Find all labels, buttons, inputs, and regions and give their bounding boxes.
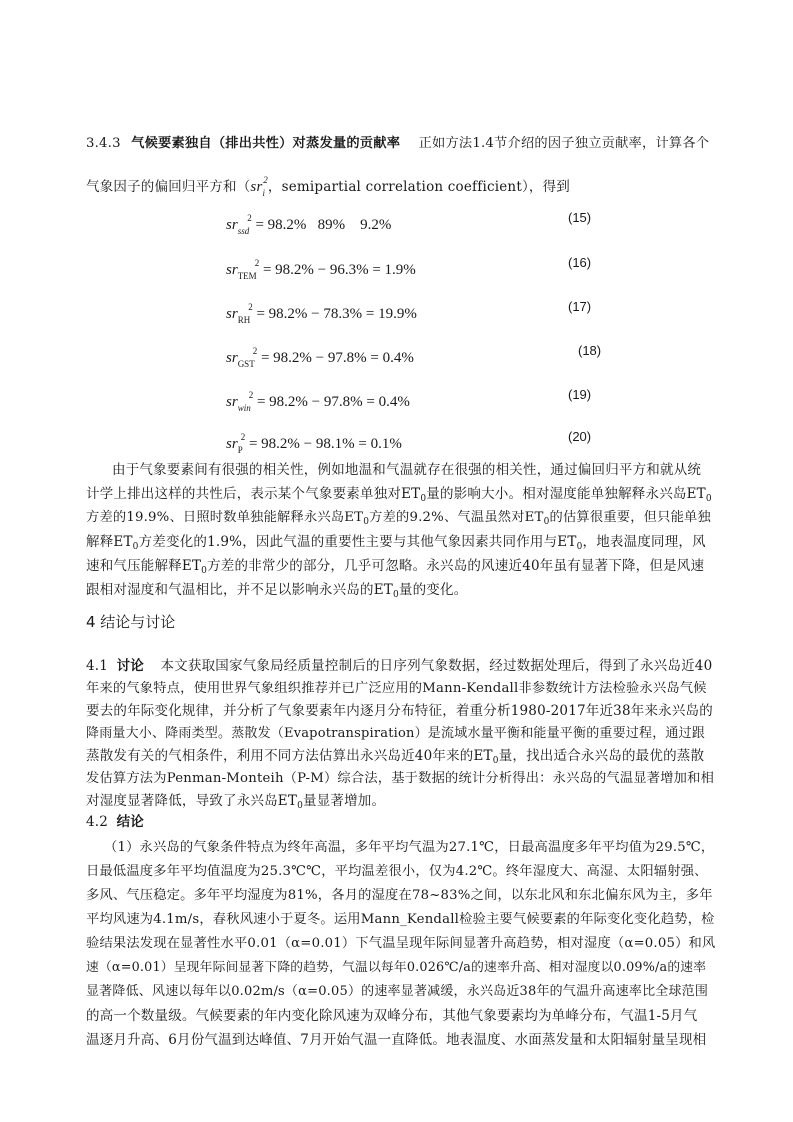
paragraph-line [86, 532, 714, 557]
subscript: 0 [392, 590, 399, 600]
eq-subscript: ssd [237, 226, 250, 236]
symbol-superscript: 2 [263, 175, 268, 185]
paragraph-line: 速（α=0.01）呈现年际间显著下降的趋势，气温以每年0.026℃/a的速率升高、相对湿度以0.09%/a的速率 [86, 960, 707, 975]
eq-rhs: = 98.2% − 97.8% = 0.4% [260, 350, 414, 366]
paragraph-line: 降雨量大小、降雨类型。蒸散发（Evapotranspiration）是流域水量平衡和能量平衡的重要过程，通过跟 [86, 726, 705, 741]
equation-number: (18) [578, 343, 602, 358]
text-fragment: 蒸散发有关的气相条件，利用不同方法估算出永兴岛近40年来的ET [86, 748, 493, 764]
eq-rhs: = 98.2% − 96.3% = 1.9% [262, 262, 416, 278]
equation-number: (16) [568, 255, 592, 270]
section-text: 正如方法1.4节介绍的因子独立贡献率，计算各个 [418, 136, 710, 151]
text-fragment: 本文获取国家气象局经质量控制后的日序列气象数据，经过数据处理后，得到了永兴岛近40 [160, 658, 713, 674]
equation-17: $sr_{RH}^2 = 98.2\% - 78.3\% = 19.9\%$ [226, 302, 417, 325]
text-fragment: 解释ET [86, 534, 133, 550]
section-4-2-line [86, 812, 714, 832]
text-fragment: 跟相对湿度和气温相比，并不足以影响永兴岛的ET [86, 582, 393, 598]
section-4-heading: 4 结论与讨论 [86, 613, 176, 631]
paragraph-line: 显著降低、风速以每年以0.02m/s（α=0.05）的速率显著减缓，永兴岛近38年的气温升高速率比全球范围 [86, 984, 709, 999]
text-fragment: 方差变化的1.9%，因此气温的重要性主要与其他气象因素共同作用与ET [138, 534, 577, 550]
subscript: 0 [576, 542, 583, 552]
eq-subscript: TEM [237, 271, 257, 281]
section-label: 讨论 [116, 658, 144, 674]
eq-rhs: = 98.2% 89% 9.2% [255, 217, 392, 233]
equation-number: (19) [568, 387, 592, 402]
section-number: 4.2 [86, 814, 109, 830]
subscript: 0 [297, 801, 303, 811]
subscript: 0 [201, 566, 208, 576]
equation-18: $sr_{GST}^2 = 98.2\% - 97.8\% = 0.4\%$ [226, 346, 414, 369]
text-fragment: 方差的19.9%、日照时数单独能解释永兴岛ET [86, 510, 364, 525]
subscript: 0 [705, 494, 712, 504]
paragraph-line: 多风、气压稳定。多年平均湿度为81%，各月的湿度在78~83%之间，以东北风和东北偏东风为主，多年 [86, 888, 713, 903]
section-title: 气候要素独自（排出共性）对蒸发量的贡献率 [131, 136, 401, 151]
text-fragment: ，semipartial correlation coefficient），得到 [267, 179, 571, 195]
text-fragment: 速和气压能解释ET [86, 558, 202, 574]
paragraph-line: 验结果法发现在显著性水平0.01（α=0.01）下气温呈现年际间显著升高趋势，相对湿度（α=0.05）和风 [86, 936, 716, 951]
equation-number: (17) [568, 299, 592, 314]
text-fragment: 量，找出适合永兴岛的最优的蒸散 [498, 748, 705, 764]
equation-19: $sr_{win}^2 = 98.2\% - 97.8\% = 0.4\%$ [226, 390, 410, 413]
symbol-sr [250, 175, 268, 198]
paragraph-line [86, 746, 714, 771]
paragraph-line [86, 580, 714, 605]
section-number: 4.1 [86, 658, 109, 674]
text-fragment: 方差的非常少的部分，几乎可忽略。永兴岛的风速近40年虽有显著下降，但是风速 [207, 558, 705, 574]
text-fragment: 量的影响大小。相对湿度能单独解释永兴岛ET [426, 486, 706, 502]
subscript: 0 [420, 494, 427, 504]
text-fragment: 方差的9.2%、气温虽然对ET [369, 510, 544, 525]
equation-20: $sr_P^2 = 98.2\% - 98.1\% = 0.1\%$ [226, 432, 402, 455]
eq-subscript: win [237, 403, 251, 413]
eq-rhs: = 98.2% − 98.1% = 0.1% [248, 436, 402, 452]
text-fragment: 气象因子的偏回归平方和（ [86, 179, 251, 195]
text-fragment: 量的变化。 [398, 582, 468, 598]
text-fragment: 计学上排出这样的共性后，表示某个气象要素单独对ET [86, 486, 421, 502]
symbol-subscript: i [262, 188, 266, 198]
text-fragment: ，地表温度同理，风 [582, 534, 706, 550]
text-fragment: 的估算很重要，但只能单独 [549, 510, 711, 525]
paragraph-line: 由于气象要素间有很强的相关性，例如地温和气温就存在很强的相关性，通过偏回归平方和就从统 [112, 462, 702, 478]
equation-number: (15) [568, 210, 592, 225]
eq-subscript: RH [237, 315, 251, 325]
eq-rhs: = 98.2% − 97.8% = 0.4% [256, 394, 410, 410]
paragraph-line: 年来的气象特点，使用世界气象组织推荐并已广泛应用的Mann-Kendall非参数统计方法检验永兴岛气候 [86, 681, 707, 696]
paragraph-line [86, 556, 714, 581]
subscript: 0 [543, 517, 550, 527]
eq-subscript: P [237, 445, 243, 455]
paragraph-line: （1）永兴岛的气象条件特点为终年高温，多年平均气温为27.1℃，日最高温度多年平均值为29.5℃， [104, 840, 715, 855]
section-4-1-line [86, 656, 714, 676]
subscript: 0 [492, 756, 499, 766]
paragraph-line [86, 484, 714, 509]
equation-15: $sr_{ssd}^2 = 98.2\%$ 89% 9.2% [226, 213, 392, 236]
paragraph-line: 日最低温度多年平均值温度为25.3℃℃，平均温差很小，仅为4.2℃。终年湿度大、高湿、太阳辐射强、 [86, 864, 708, 879]
paragraph-line [86, 508, 714, 532]
text-fragment: 量显著增加。 [303, 793, 386, 809]
section-label: 结论 [116, 814, 144, 830]
paragraph-line: 温逐月升高、6月份气温到达峰值、7月开始气温一直降低。地表温度、水面蒸发量和太阳辐射量呈现相 [86, 1032, 707, 1048]
paragraph-line: 要去的年际变化规律，并分析了气象要素年内逐月分布特征，着重分析1980-2017年近38年来永兴岛的 [86, 703, 713, 719]
paragraph-line: 的高一个数量级。气候要素的年内变化除风速为双峰分布，其他气象要素均为单峰分布，气温1-5月气 [86, 1008, 698, 1024]
text-fragment: 对湿度显著降低，导致了永兴岛ET [86, 793, 298, 809]
subscript: 0 [132, 542, 139, 552]
paragraph-line: 发估算方法为Penman-Monteih（P-M）综合法，基于数据的统计分析得出：永兴岛的气温显著增加和相 [86, 771, 715, 786]
paragraph-line: 平均风速为4.1m/s，春秋风速小于夏冬。运用Mann_Kendall检验主要气候要素的年际变化变化趋势，检 [86, 912, 715, 927]
section-3-4-3-line-1 [86, 134, 714, 154]
section-3-4-3-line-2 [86, 170, 714, 203]
subscript: 0 [363, 517, 370, 527]
eq-rhs: = 98.2% − 78.3% = 19.9% [256, 306, 417, 322]
equation-number: (20) [568, 429, 592, 444]
symbol-text: sr [250, 179, 263, 195]
eq-subscript: GST [237, 359, 255, 369]
equation-16: $sr_{TEM}^2 = 98.2\% - 96.3\% = 1.9\%$ [226, 258, 416, 281]
section-number: 3.4.3 [86, 136, 121, 151]
